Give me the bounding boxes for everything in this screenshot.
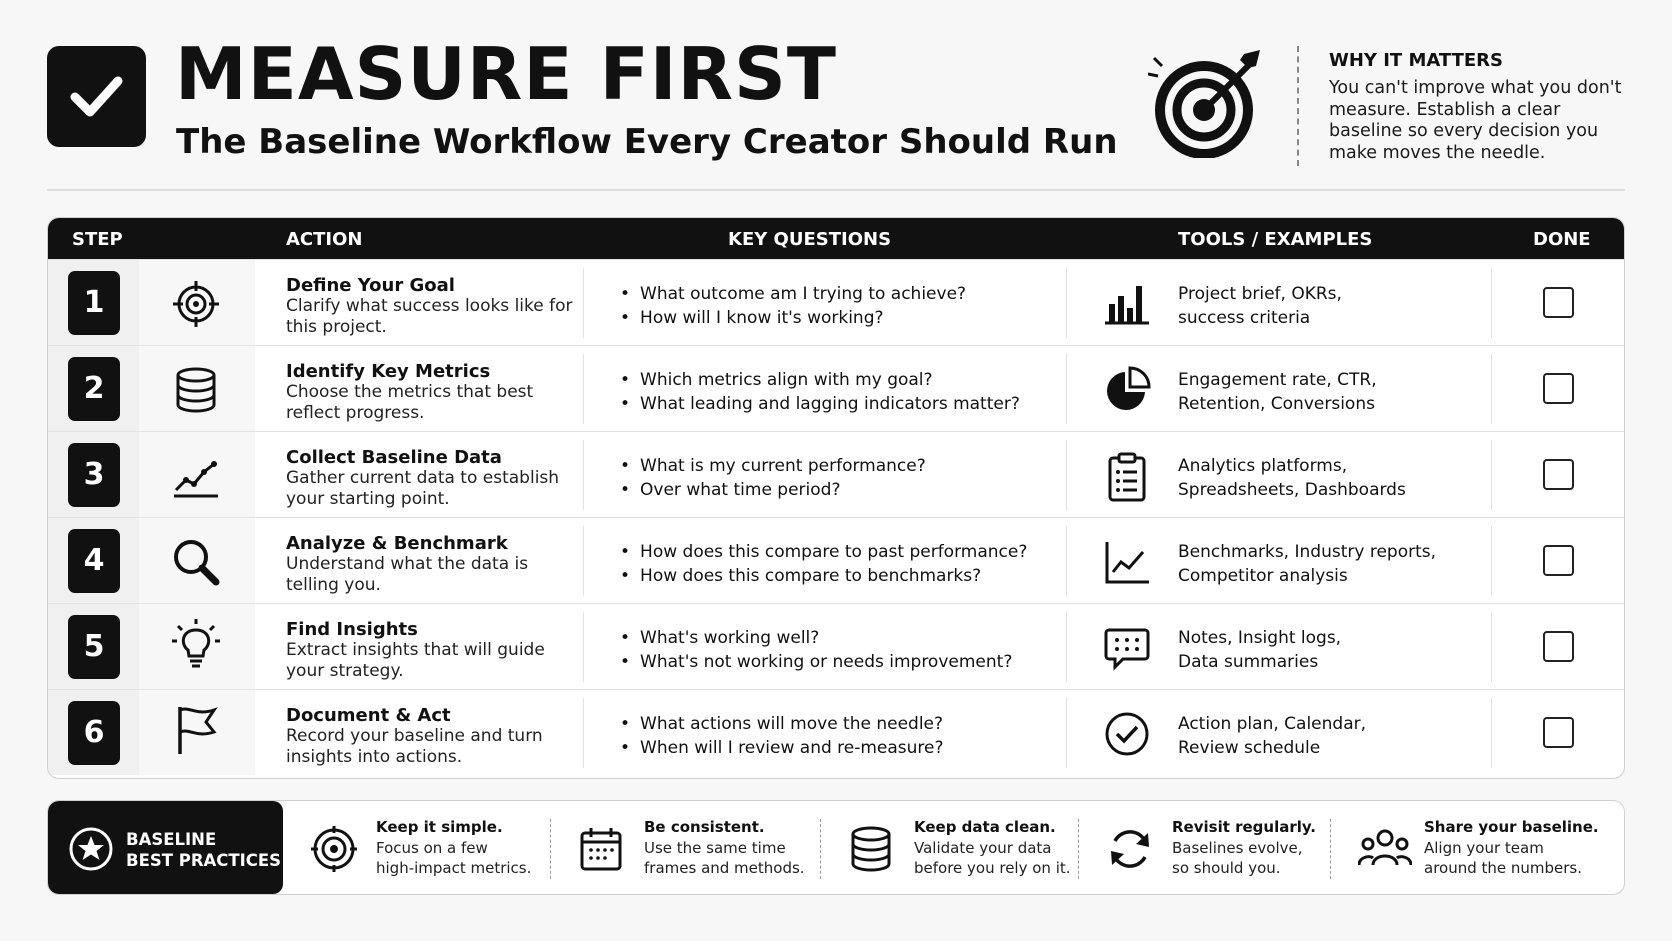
tools-examples: Notes, Insight logs, Data summaries xyxy=(1178,628,1342,672)
question: • When will I review and re-measure? xyxy=(620,736,944,760)
done-checkbox[interactable] xyxy=(1543,287,1574,318)
done-checkbox[interactable] xyxy=(1543,459,1574,490)
bar-chart-icon xyxy=(1103,280,1151,326)
table-row xyxy=(48,603,1624,689)
action-title: Document & Act xyxy=(286,705,451,726)
best-practices-bar: BASELINE BEST PRACTICES Keep it simple. Focus on a few high-impact metrics. Be consistent. Use the same time frames and methods. Keep data clean. Validate your data before you rely on it. Revisit regularly. Baselines evolve, so should you. Share your baseline. Align your team around the numbers. xyxy=(47,800,1625,895)
trend-chart-icon xyxy=(1103,538,1151,586)
tools-examples: Benchmarks, Industry reports, Competitor analysis xyxy=(1178,542,1437,586)
action-description: Gather current data to establish your starting point. xyxy=(286,468,560,509)
tools-examples: Analytics platforms, Spreadsheets, Dashboards xyxy=(1178,456,1406,500)
col-header-key-questions: KEY QUESTIONS xyxy=(728,229,892,250)
best-practices-label: BASELINE BEST PRACTICES xyxy=(48,801,283,894)
logo-badge xyxy=(47,46,146,147)
key-questions xyxy=(620,712,944,760)
tools-examples: Engagement rate, CTR, Retention, Conversions xyxy=(1178,370,1377,414)
table-header xyxy=(48,218,1624,259)
step-number: 2 xyxy=(68,357,120,421)
done-checkbox[interactable] xyxy=(1543,373,1574,404)
question: • How does this compare to benchmarks? xyxy=(620,564,1027,588)
target-arrow-icon xyxy=(1148,48,1268,158)
step-number: 4 xyxy=(68,529,120,593)
action-description: Choose the metrics that best reflect progress. xyxy=(286,382,534,423)
question: • What's working well? xyxy=(620,626,1012,650)
table-row xyxy=(48,259,1624,345)
action-title: Identify Key Metrics xyxy=(286,361,491,382)
col-header-step: STEP xyxy=(72,229,123,250)
question: • What leading and lagging indicators matter? xyxy=(620,392,1020,416)
question: • How will I know it's working? xyxy=(620,306,966,330)
done-checkbox[interactable] xyxy=(1543,631,1574,662)
question: • Over what time period? xyxy=(620,478,926,502)
key-questions xyxy=(620,454,926,502)
col-header-action: ACTION xyxy=(286,229,363,250)
action-description: Extract insights that will guide your strategy. xyxy=(286,640,545,681)
question: • How does this compare to past performance? xyxy=(620,540,1027,564)
why-it-matters-title: WHY IT MATTERS xyxy=(1329,50,1503,71)
key-questions xyxy=(620,540,1027,588)
flag-icon xyxy=(172,704,220,756)
action-description: Clarify what success looks like for this project. xyxy=(286,296,573,337)
star-badge-icon xyxy=(68,826,114,872)
why-it-matters-text: You can't improve what you don't measure. Establish a clear baseline so every decision you make moves the needle. xyxy=(1329,78,1622,163)
check-circle-icon xyxy=(1103,710,1151,758)
question: • Which metrics align with my goal? xyxy=(620,368,1020,392)
step-number: 6 xyxy=(68,701,120,765)
workflow-table xyxy=(47,217,1625,779)
action-description: Record your baseline and turn insights into actions. xyxy=(286,726,543,767)
chat-bubble-icon xyxy=(1103,624,1151,672)
key-questions xyxy=(620,282,966,330)
header-divider xyxy=(1297,46,1299,166)
page-title: MEASURE FIRST xyxy=(175,32,837,116)
lightbulb-icon xyxy=(172,618,220,670)
tools-examples: Action plan, Calendar, Review schedule xyxy=(1178,714,1367,758)
question: • What's not working or needs improvement? xyxy=(620,650,1012,674)
step-number: 5 xyxy=(68,615,120,679)
table-row xyxy=(48,689,1624,775)
line-graph-icon xyxy=(172,452,220,500)
clipboard-icon xyxy=(1103,452,1151,502)
question: • What is my current performance? xyxy=(620,454,926,478)
magnifier-icon xyxy=(172,538,220,586)
table-row xyxy=(48,345,1624,431)
step-number: 3 xyxy=(68,443,120,507)
checkmark-icon xyxy=(69,70,124,122)
calendar-icon xyxy=(578,825,624,873)
col-header-done: DONE xyxy=(1533,229,1591,250)
tools-examples: Project brief, OKRs, success criteria xyxy=(1178,284,1342,328)
question: • What actions will move the needle? xyxy=(620,712,944,736)
action-title: Analyze & Benchmark xyxy=(286,533,508,554)
action-title: Define Your Goal xyxy=(286,275,455,296)
refresh-icon xyxy=(1106,825,1154,873)
col-header-tools: TOOLS / EXAMPLES xyxy=(1178,229,1373,250)
action-description: Understand what the data is telling you. xyxy=(286,554,529,595)
step-number: 1 xyxy=(68,271,120,335)
pie-chart-icon xyxy=(1103,366,1151,414)
crosshair-icon xyxy=(172,280,220,328)
database-icon xyxy=(848,825,894,873)
action-title: Find Insights xyxy=(286,619,418,640)
question: • What outcome am I trying to achieve? xyxy=(620,282,966,306)
team-icon xyxy=(1358,825,1412,873)
action-title: Collect Baseline Data xyxy=(286,447,502,468)
header-rule xyxy=(47,189,1625,191)
target-icon xyxy=(310,825,358,873)
table-row xyxy=(48,517,1624,603)
key-questions xyxy=(620,368,1020,416)
database-icon xyxy=(172,366,220,414)
key-questions xyxy=(620,626,1012,674)
done-checkbox[interactable] xyxy=(1543,717,1574,748)
done-checkbox[interactable] xyxy=(1543,545,1574,576)
table-row xyxy=(48,431,1624,517)
page-subtitle: The Baseline Workflow Every Creator Should Run xyxy=(176,122,1118,162)
